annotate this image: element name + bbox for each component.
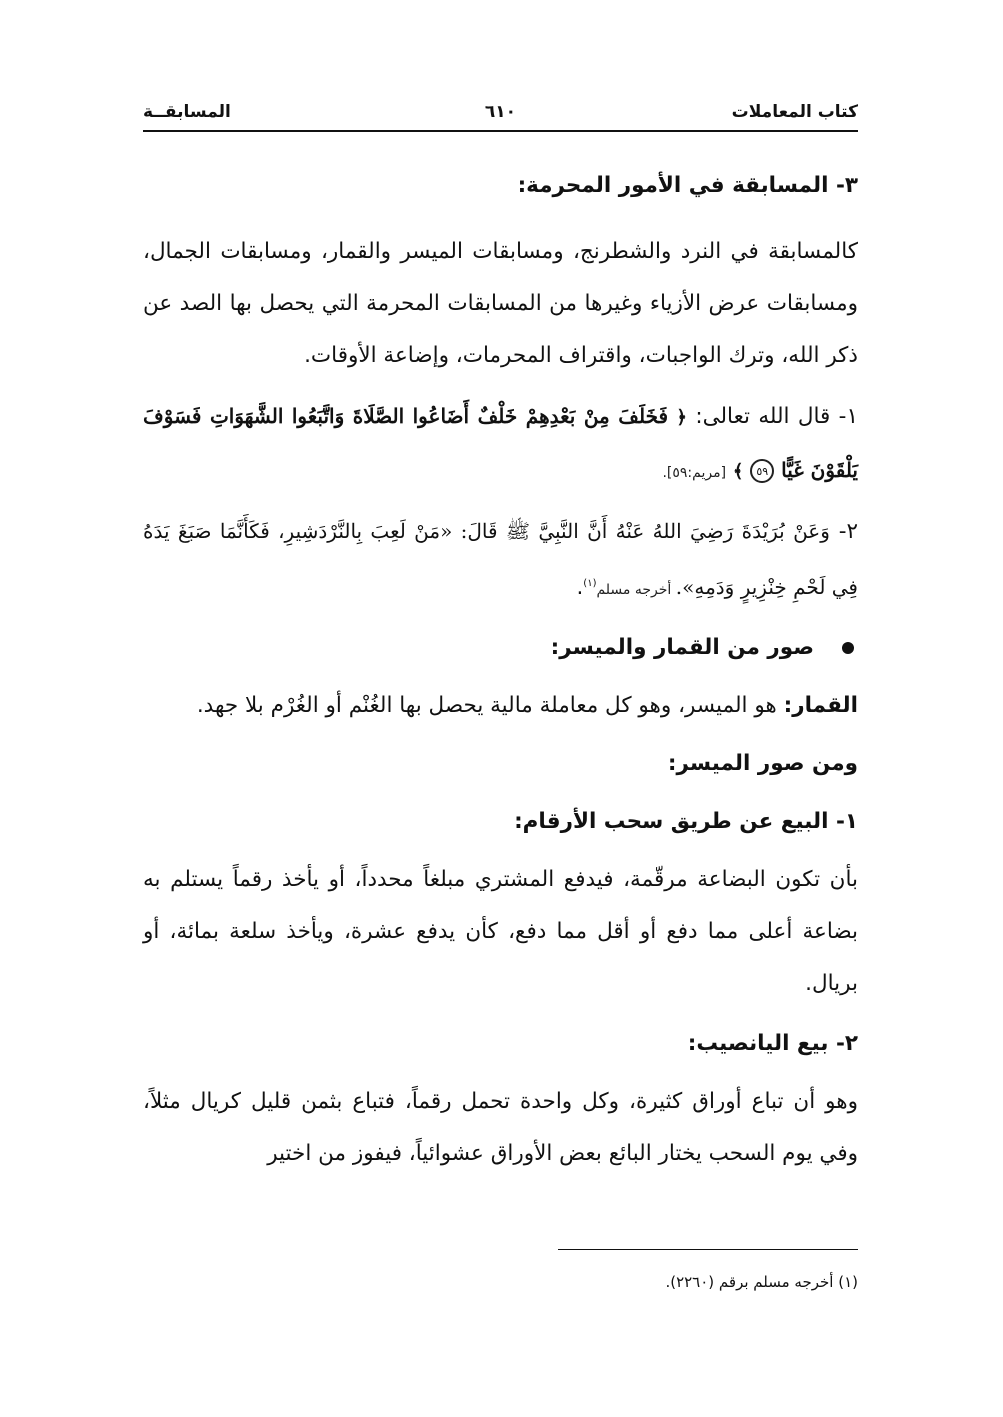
forms-heading: ومن صور الميسر: [667, 751, 858, 777]
running-header [143, 98, 858, 132]
form1-heading: ١- البيع عن طريق سحب الأرقام: [514, 809, 858, 835]
quran-close-ornament: ﴾ [732, 461, 744, 482]
form1-paragraph: بأن تكون البضاعة مرقّمة، فيدفع المشتري مبلغاً محدداً، أو يأخذ رقماً يستلم به بضاعة أعلى مما دفع أو أقل مما دفع، كأن يدفع عشرة، ويأخذ سلعة بمائة، أو بريال. [143, 867, 858, 997]
evidence2-prefix: ٢- [829, 519, 859, 544]
gambling-definition [143, 680, 858, 732]
footnote-1: (١) أخرجه مسلم برقم (٢٢٦٠). [665, 1273, 858, 1291]
quran-evidence [143, 390, 858, 499]
quran-open-ornament: ﴿ [676, 407, 687, 428]
header-rule [143, 130, 858, 132]
footnote-ref: (١) [583, 578, 597, 589]
bullet-icon [842, 642, 854, 654]
quran-verse: فَخَلَفَ مِنْ بَعْدِهِمْ خَلْفٌ أَضَاعُوا الصَّلَاةَ وَاتَّبَعُوا الشَّهَوَاتِ فَسَوْفَ يَلْقَوْنَ غَيًّا [143, 404, 858, 482]
footnotes [143, 1270, 858, 1294]
form2-heading: ٢- بيع اليانصيب: [687, 1031, 858, 1057]
hadith-source: أخرجه مسلم [596, 582, 676, 599]
gambling-heading: صور من القمار والميسر: [550, 635, 814, 661]
definition-text: هو الميسر، وهو كل معاملة مالية يحصل بها الغُنْم أو الغُرْم بلا جهد. [196, 693, 784, 719]
section3-paragraph: كالمسابقة في النرد والشطرنج، ومسابقات الميسر والقمار، ومسابقات الجمال، ومسابقات عرض الأزياء وغيرها من المسابقات المحرمة التي يحصل بها الصد عن ذكر الله، وترك الواجبات، واقتراف المحرمات، وإضاعة الأوقات. [143, 239, 858, 368]
hadith-evidence [143, 505, 858, 616]
section3-heading: ٣- المسابقة في الأمور المحرمة: [517, 173, 858, 198]
footnote-separator [558, 1249, 858, 1250]
hadith-end: . [576, 575, 584, 601]
evidence1-prefix: ١- قال الله تعالى: [686, 404, 858, 429]
definition-term: القمار: [783, 693, 858, 719]
quran-citation: [مريم:٥٩]. [662, 465, 727, 481]
gambling-heading-item [143, 622, 858, 674]
page-number: ٦١٠ [484, 102, 517, 122]
book-title: كتاب المعاملات [731, 102, 858, 122]
hadith-text: وَعَنْ بُرَيْدَةَ رَضِيَ اللهُ عَنْهُ أَنَّ النَّبِيَّ ﷺ قَالَ: «مَنْ لَعِبَ بِالنَّرْدَشِيرِ، فَكَأَنَّمَا صَبَغَ يَدَهُ فِي لَحْمِ خِنْزِيرٍ وَدَمِهِ». [143, 519, 858, 600]
ayah-number-marker: ٥٩ [750, 459, 774, 483]
main-text [143, 160, 858, 1180]
form2-paragraph: وهو أن تباع أوراق كثيرة، وكل واحدة تحمل رقماً، فتباع بثمن قليل كريال مثلاً، وفي يوم السحب يختار البائع بعض الأوراق عشوائياً، فيفوز من اختير [143, 1089, 858, 1167]
section-title: المسابقــة [143, 102, 231, 122]
